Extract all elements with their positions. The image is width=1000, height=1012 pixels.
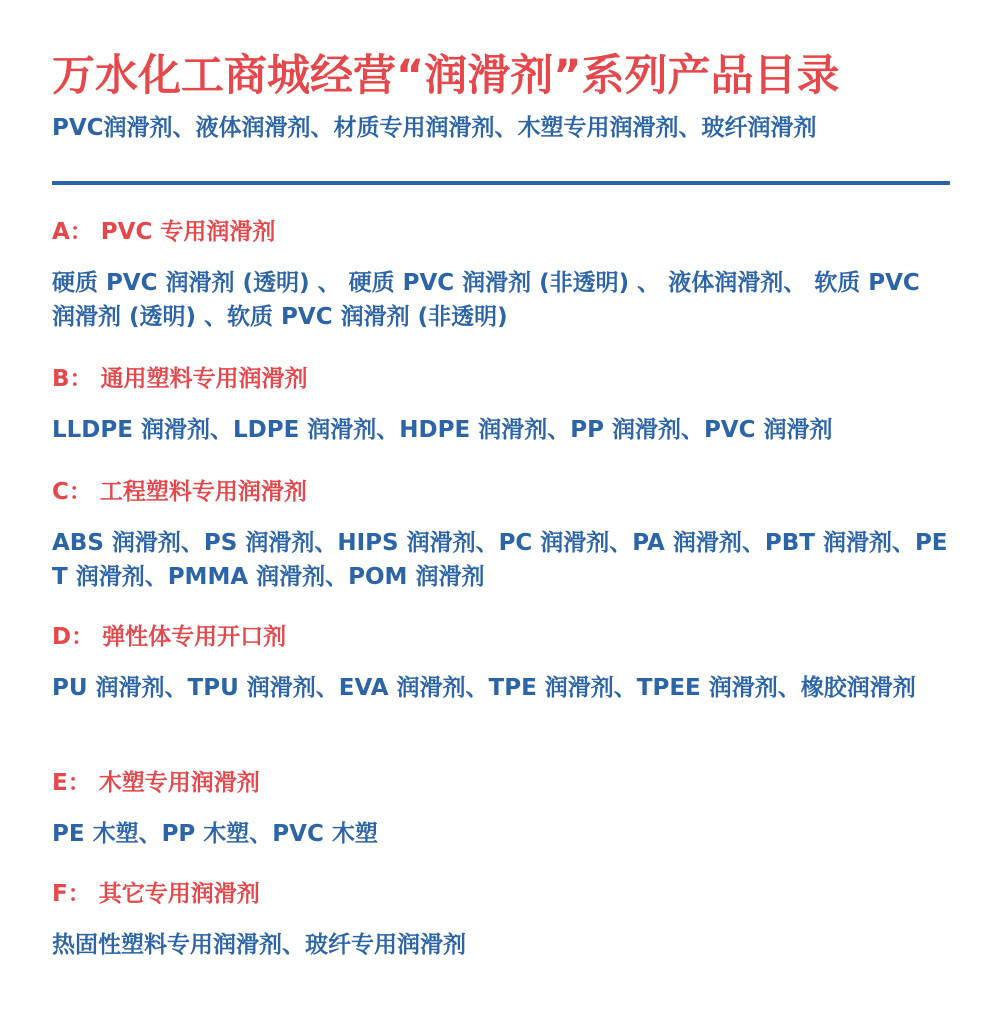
- section-d-body: PU 润滑剂、TPU 润滑剂、EVA 润滑剂、TPE 润滑剂、TPEE 润滑剂、橡胶润滑剂: [52, 675, 916, 701]
- section-a: [52, 216, 950, 334]
- header-divider: [52, 181, 950, 185]
- page-title: 万水化工商城经营“润滑剂”系列产品目录: [52, 51, 840, 101]
- page-subtitle: PVC润滑剂、液体润滑剂、材质专用润滑剂、木塑专用润滑剂、玻纤润滑剂: [52, 115, 817, 141]
- section-b-body: LLDPE 润滑剂、LDPE 润滑剂、HDPE 润滑剂、PP 润滑剂、PVC 润滑剂: [52, 417, 833, 443]
- section-f: [52, 878, 950, 962]
- section-b-heading: B： 通用塑料专用润滑剂: [52, 366, 308, 392]
- section-a-body: 硬质 PVC 润滑剂 (透明) 、 硬质 PVC 润滑剂 (非透明) 、 液体润滑剂、 软质 PVC 润滑剂 (透明) 、软质 PVC 润滑剂 (非透明): [52, 270, 920, 330]
- section-d: [52, 621, 950, 705]
- section-d-heading: D： 弹性体专用开口剂: [52, 624, 287, 650]
- section-f-heading: F： 其它专用润滑剂: [52, 881, 260, 907]
- section-b: [52, 363, 950, 447]
- section-c-body: ABS 润滑剂、PS 润滑剂、HIPS 润滑剂、PC 润滑剂、PA 润滑剂、PBT 润滑剂、PET 润滑剂、PMMA 润滑剂、POM 润滑剂: [52, 530, 948, 590]
- section-e: [52, 767, 950, 851]
- section-e-body: PE 木塑、PP 木塑、PVC 木塑: [52, 821, 378, 847]
- section-a-heading: A： PVC 专用润滑剂: [52, 219, 276, 245]
- section-c-heading: C： 工程塑料专用润滑剂: [52, 479, 307, 505]
- section-f-body: 热固性塑料专用润滑剂、玻纤专用润滑剂: [52, 932, 466, 958]
- section-e-heading: E： 木塑专用润滑剂: [52, 770, 260, 796]
- section-c: [52, 476, 950, 594]
